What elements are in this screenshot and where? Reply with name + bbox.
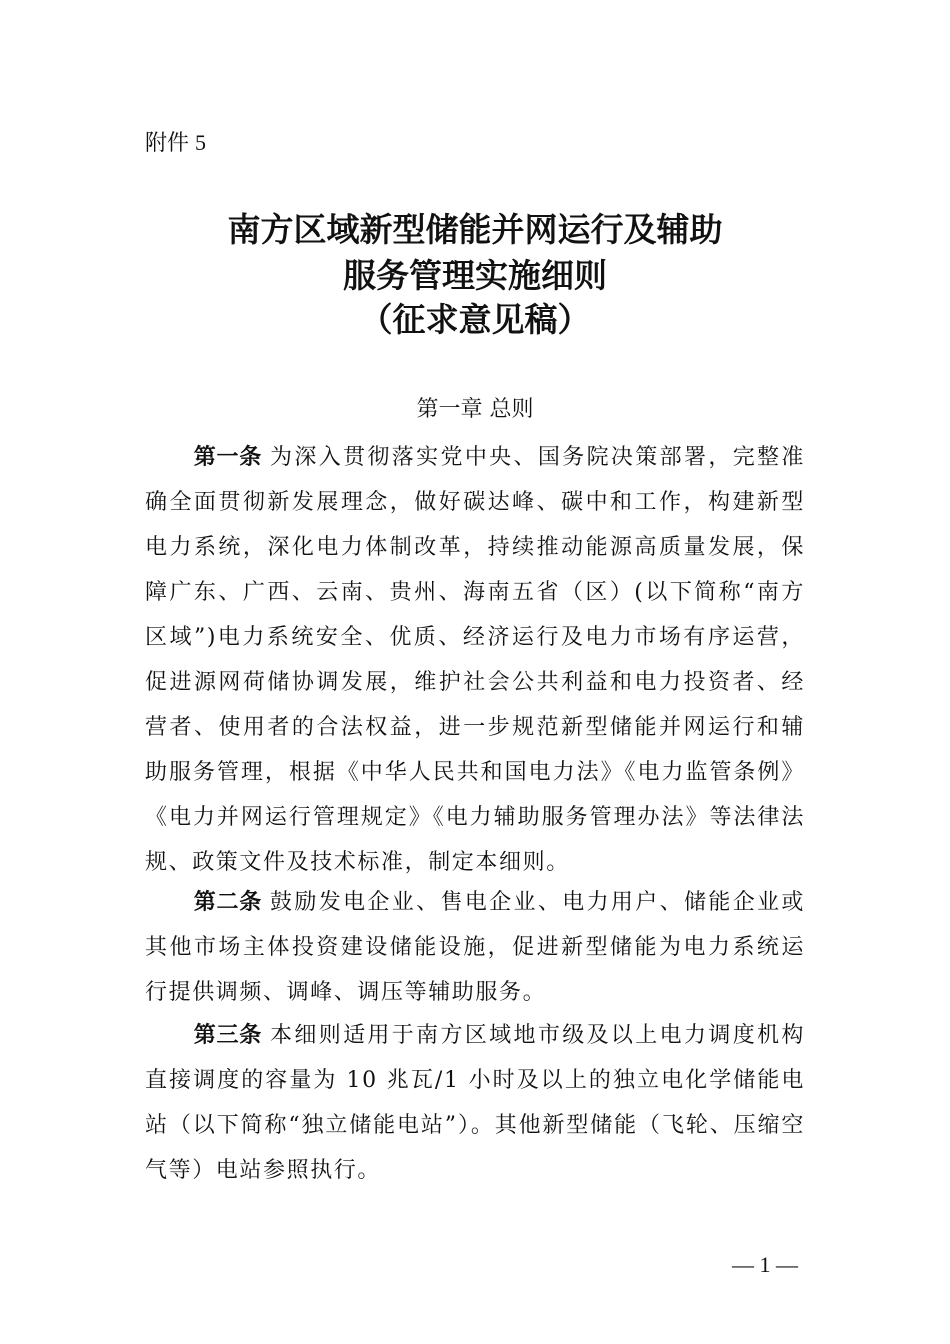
document-title-line-2: 服务管理实施细则 <box>343 256 607 295</box>
article-text: 鼓励发电企业、售电企业、电力用户、储能企业或其他市场主体投资建设储能设施，促进新型储能为电力系统运行提供调频、调峰、调压等辅助服务。 <box>145 890 805 1005</box>
attachment-number: 5 <box>195 130 207 155</box>
article-label: 第一条 <box>193 445 263 470</box>
article-paragraph <box>145 880 805 1015</box>
attachment-label <box>145 125 206 162</box>
article-label: 第三条 <box>193 1023 263 1048</box>
document-title-line-3: （征求意见稿） <box>359 300 591 339</box>
article-paragraph <box>145 435 805 885</box>
page-number: — 1 — <box>732 1252 798 1277</box>
article-text: 为深入贯彻落实党中央、国务院决策部署，完整准确全面贯彻新发展理念，做好碳达峰、碳中和工作，构建新型电力系统，深化电力体制改革，持续推动能源高质量发展，保障广东、广西、云南、贵州、海南五省（区）(以下简称“南方区域”)电力系统安全、优质、经济运行及电力市场有序运营，促进源网荷储协调发展，维护社会公共利益和电力投资者、经营者、使用者的合法权益，进一步规范新型储能并网运行和辅助服务管理，根据《中华人民共和国电力法》《电力监管条例》《电力并网运行管理规定》《电力辅助服务管理办法》等法律法规、政策文件及技术标准，制定本细则。 <box>145 445 805 875</box>
document-title-line-1: 南方区域新型储能并网运行及辅助 <box>227 210 723 249</box>
article-paragraph <box>145 1013 805 1193</box>
attachment-word: 附件 <box>145 131 190 156</box>
article-text: 本细则适用于南方区域地市级及以上电力调度机构直接调度的容量为 10 兆瓦/1 小时及以上的独立电化学储能电站（以下简称“独立储能电站”）。其他新型储能（飞轮、压缩空气等）电站参照执行。 <box>145 1023 805 1183</box>
article-label: 第二条 <box>193 890 263 915</box>
chapter-heading: 第一章 总则 <box>416 397 534 422</box>
